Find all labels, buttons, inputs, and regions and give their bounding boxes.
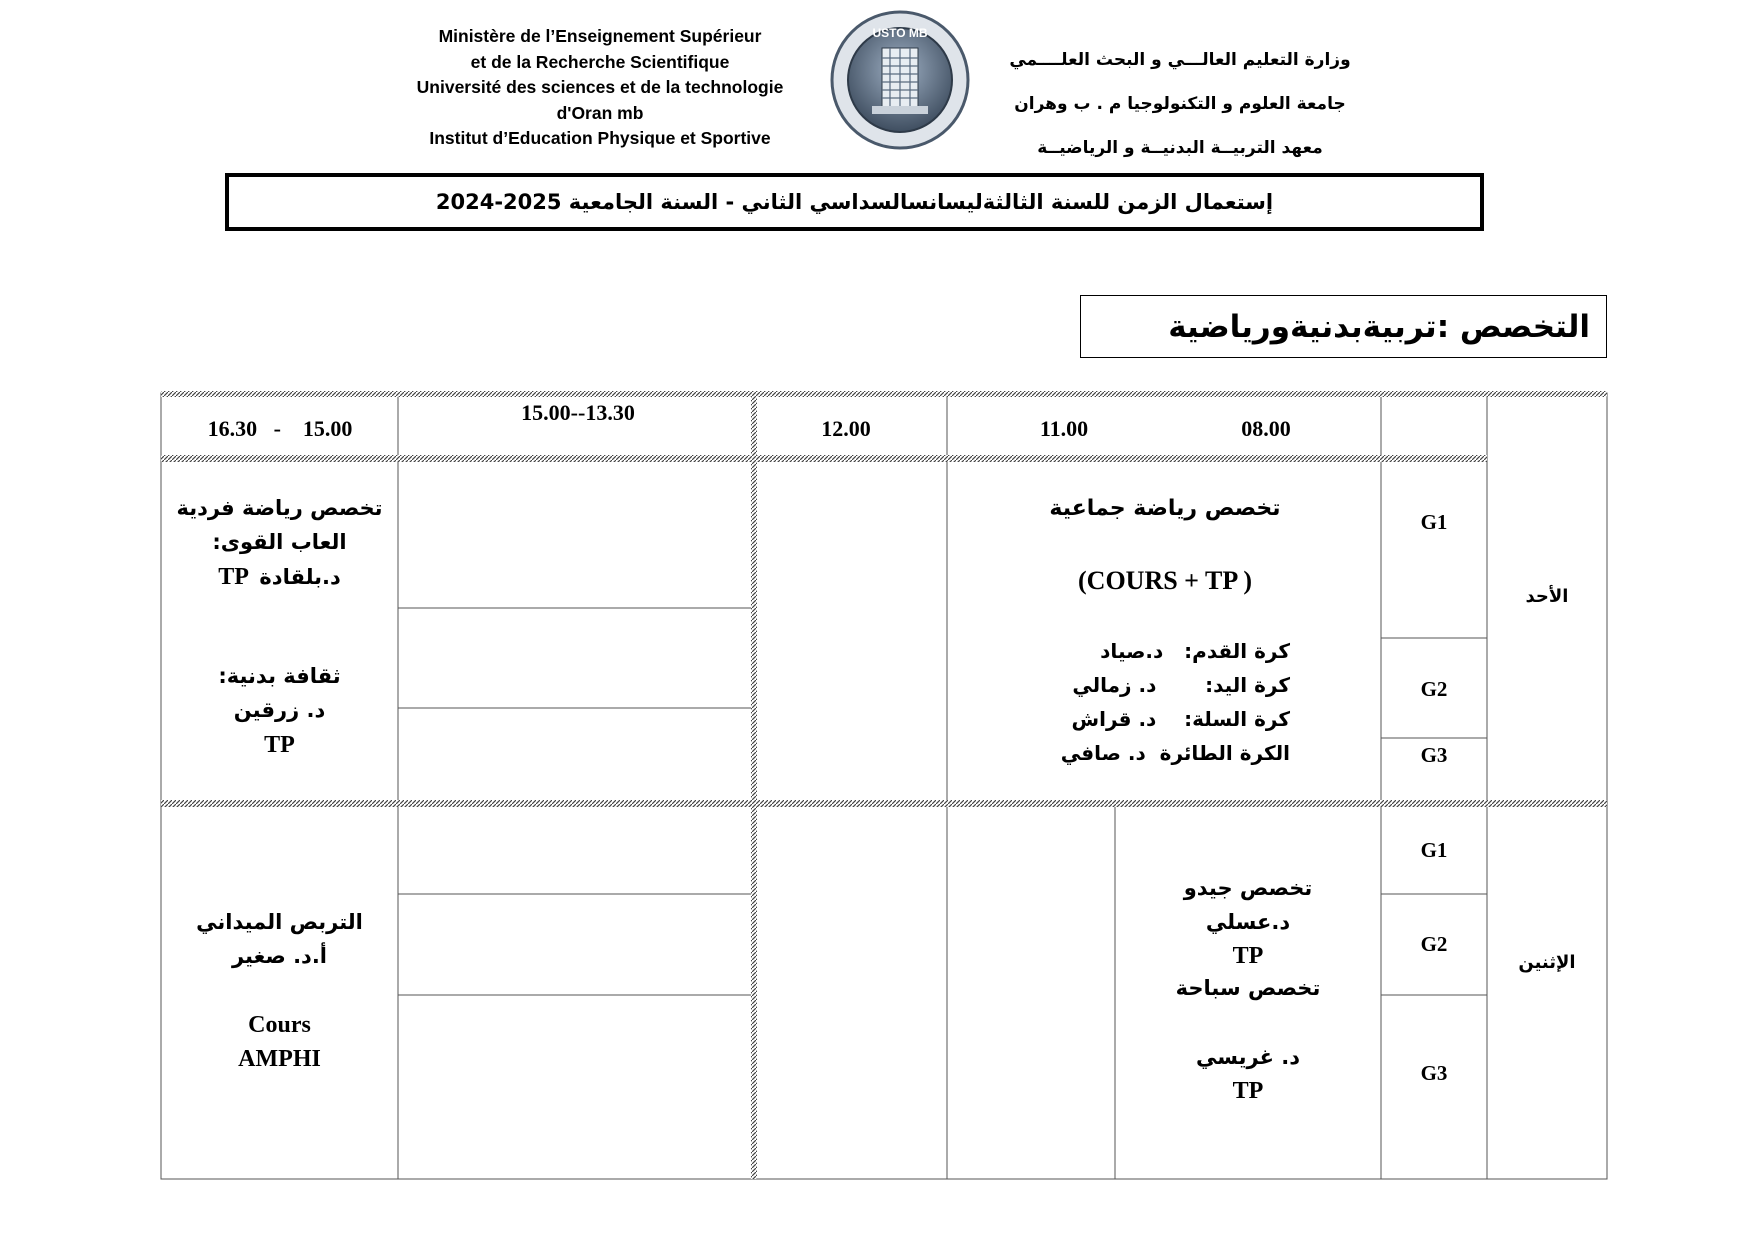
sunday-physical-culture-teacher: د. زرقين [233,698,326,722]
sunday-team-sports-list [1020,634,1290,770]
sunday-team-sports-title: تخصص رياضة جماعية [1049,496,1281,521]
monday-field-internship-teacher: أ.د. صغير [231,944,328,968]
ministry-fr-line-2: et de la Recherche Scientifique [470,51,730,72]
monday-group-g1: G1 [1420,838,1448,862]
sunday-team-sports-type: (COURS + TP ) [1078,566,1252,595]
monday-swimming-title: تخصص سباحة [1175,976,1321,1000]
monday-group-g3: G3 [1420,1061,1448,1085]
specialty-title: التخصص :تربيةبدنيةورياضية [1168,308,1590,345]
university-fr-line-2: d'Oran mb [556,102,644,123]
sunday-individual-sports-title: تخصص رياضة فردية [176,496,383,520]
monday-judo-teacher: د.عسلي [1205,910,1291,934]
sunday-athletics-label: العاب القوى: [212,530,347,554]
time-1330-1500: 15.00--13.30 [521,400,635,425]
institute-fr-line: Institut d’Education Physique et Sportive [429,128,771,148]
sunday-athletics-tp: TP [218,564,249,590]
sunday-group-g3: G3 [1420,743,1448,767]
monday-judo-title: تخصص جيدو [1183,876,1313,900]
sunday-athletics-teacher [163,564,396,591]
time-start-0800: 08.00 [1241,416,1291,441]
monday-group-g2: G2 [1420,932,1448,956]
sunday-handball-line: كرة اليد: د. زمالي [1072,673,1290,697]
university-ar-line: جامعة العلوم و التكنولوجيا م . ب وهران [1014,94,1346,114]
sunday-group-g1: G1 [1420,510,1448,534]
time-1500-1630: 16.30 - 15.00 [207,416,353,441]
seal-text: USTO MB [872,26,928,40]
time-1200: 12.00 [821,416,871,441]
monday-field-internship-cours: Cours [248,1012,311,1038]
monday-field-internship-title: التربص الميداني [196,910,363,934]
sunday-basketball-line: كرة السلة: د. قراش [1071,707,1290,731]
sunday-physical-culture-label: ثقافة بدنية: [218,664,341,688]
timetable-title: إستعمال الزمن للسنة الثالثةليسانسالسداسي الثاني - السنة الجامعية 2025-2024 [435,190,1274,214]
monday-swimming-teacher: د. غريسي [1196,1045,1300,1069]
monday-swimming-tp: TP [1232,1078,1264,1104]
ministry-fr-line-1: Ministère de l’Enseignement Supérieur [438,26,762,46]
ministry-ar-line: وزارة التعليم العالـــي و البحث العلــــمي [1009,50,1351,70]
sunday-athletics-teacher-name: د.بلقادة [259,565,341,589]
sunday-physical-culture-tp: TP [264,732,295,758]
sunday-group-g2: G2 [1420,677,1448,701]
day-monday: الإثنين [1518,952,1576,973]
institute-ar-line: معهد التربيــة البدنيــة و الرياضيــة [1037,138,1323,158]
sunday-football-line: كرة القدم: د.صياد [1100,639,1290,663]
time-1100: 11.00 [1039,416,1089,441]
day-sunday: الأحد [1525,586,1569,607]
sunday-volleyball-line: الكرة الطائرة د. صافي [1060,741,1290,765]
university-fr-line-1: Université des sciences et de la technologie [416,77,784,97]
monday-judo-tp: TP [1232,943,1264,969]
monday-field-internship-amphi: AMPHI [238,1046,321,1072]
